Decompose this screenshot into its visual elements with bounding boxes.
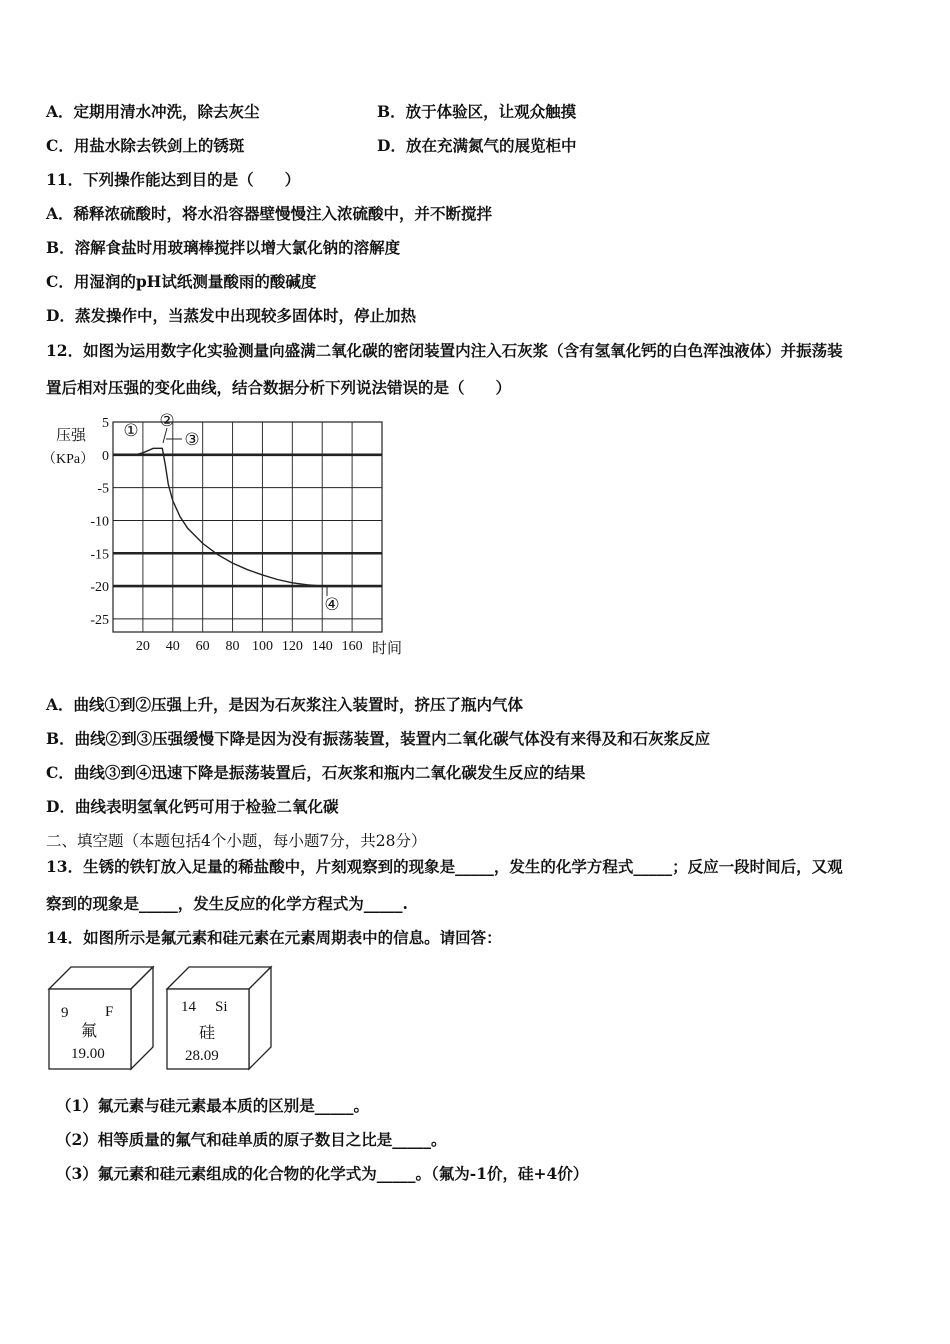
chart-grid: [113, 422, 382, 632]
y-tick-label: -25: [90, 612, 109, 628]
x-tick-label: 160: [341, 639, 363, 654]
q14-sub1: （1）氟元素与硅元素最本质的区别是_____。: [56, 1096, 370, 1115]
x-tick-label: 120: [281, 639, 303, 654]
y-tick-label: -20: [90, 580, 109, 596]
fluorine-atomic-number: 9: [61, 1005, 69, 1021]
section2-heading: 二、填空题（本题包括4个小题，每小题7分，共28分）: [46, 832, 427, 850]
curve-point-labels: [123, 411, 339, 614]
y-tick-label: -15: [90, 547, 109, 563]
q12-option-d: D．曲线表明氢氧化钙可用于检验二氧化碳: [46, 797, 339, 816]
q14-sub2: （2）相等质量的氟气和硅单质的原子数目之比是_____。: [56, 1130, 447, 1149]
y-tick-label: -10: [90, 514, 109, 530]
y-tick-label: 5: [102, 416, 109, 431]
pressure-curve: [113, 448, 382, 586]
q12-option-c: C．曲线③到④迅速下降是振荡装置后，石灰浆和瓶内二氧化碳发生反应的结果: [46, 763, 586, 782]
q12-stem-line1: 12．如图为运用数字化实验测量向盛满二氧化碳的密闭装置内注入石灰浆（含有氢氧化钙的白色浑浊液体）并振荡装: [46, 341, 843, 360]
q10-option-d: D．放在充满氮气的展览柜中: [377, 136, 577, 155]
q12-option-a: A．曲线①到②压强上升，是因为石灰浆注入装置时，挤压了瓶内气体: [46, 695, 524, 714]
q14-stem: 14．如图所示是氟元素和硅元素在元素周期表中的信息。请回答：: [46, 928, 502, 947]
y-tick-label: 0: [102, 448, 109, 464]
x-tick-label: 60: [195, 639, 210, 654]
q10-option-b: B．放于体验区，让观众触摸: [377, 102, 577, 121]
q11-option-c: C．用湿润的pH试纸测量酸雨的酸碱度: [46, 272, 317, 291]
x-tick-label: 100: [251, 639, 273, 654]
q13-line2: 察到的现象是_____，发生反应的化学方程式为_____.: [46, 894, 408, 913]
pressure-chart: [40, 410, 420, 660]
y-tick-label: -5: [97, 481, 109, 497]
chart-frame: [113, 422, 382, 632]
fluorine-atomic-mass: 19.00: [71, 1046, 105, 1062]
leader-line-2: [163, 428, 167, 443]
fluorine-name: 氟: [81, 1023, 98, 1040]
x-tick-label: 140: [311, 639, 333, 654]
silicon-name: 硅: [199, 1025, 216, 1042]
q11-option-d: D．蒸发操作中，当蒸发中出现较多固体时，停止加热: [46, 306, 416, 325]
point-label-1: ①: [123, 421, 139, 440]
element-card-silicon: [165, 965, 275, 1071]
q11-option-a: A．稀释浓硫酸时，将水沿容器壁慢慢注入浓硫酸中，并不断搅拌: [46, 204, 493, 223]
x-tick-label: 40: [165, 639, 180, 654]
x-tick-label: 80: [225, 639, 240, 654]
q13-line1: 13．生锈的铁钉放入足量的稀盐酸中，片刻观察到的现象是_____，发生的化学方程式_____；反应一段时间后，又观: [46, 857, 843, 876]
q12-option-b: B．曲线②到③压强缓慢下降是因为没有振荡装置，装置内二氧化碳气体没有来得及和石灰浆反应: [46, 729, 711, 748]
silicon-atomic-mass: 28.09: [185, 1048, 219, 1064]
q11-stem: 11．下列操作能达到目的是（ ）: [46, 170, 301, 189]
x-axis-label: 时间: [372, 641, 403, 657]
fluorine-symbol: F: [105, 1004, 114, 1020]
point-label-2: ②: [159, 411, 175, 430]
x-tick-label: 20: [135, 639, 150, 654]
point-label-4: ④: [324, 595, 340, 614]
y-axis-unit: （KPa）: [42, 452, 95, 467]
q10-option-c: C．用盐水除去铁剑上的锈斑: [46, 136, 245, 155]
q11-option-b: B．溶解食盐时用玻璃棒搅拌以增大氯化钠的溶解度: [46, 238, 401, 257]
silicon-atomic-number: 14: [181, 999, 196, 1015]
silicon-symbol: Si: [215, 999, 228, 1015]
q14-sub3: （3）氟元素和硅元素组成的化合物的化学式为_____。（氟为-1价，硅+4价）: [56, 1164, 589, 1183]
element-card-fluorine: [47, 965, 157, 1071]
point-label-3: ③: [184, 430, 200, 449]
q12-stem-line2: 置后相对压强的变化曲线，结合数据分析下列说法错误的是（ ）: [46, 378, 512, 397]
q10-option-a: A．定期用清水冲洗，除去灰尘: [46, 102, 260, 121]
y-axis-label: 压强: [56, 428, 87, 444]
